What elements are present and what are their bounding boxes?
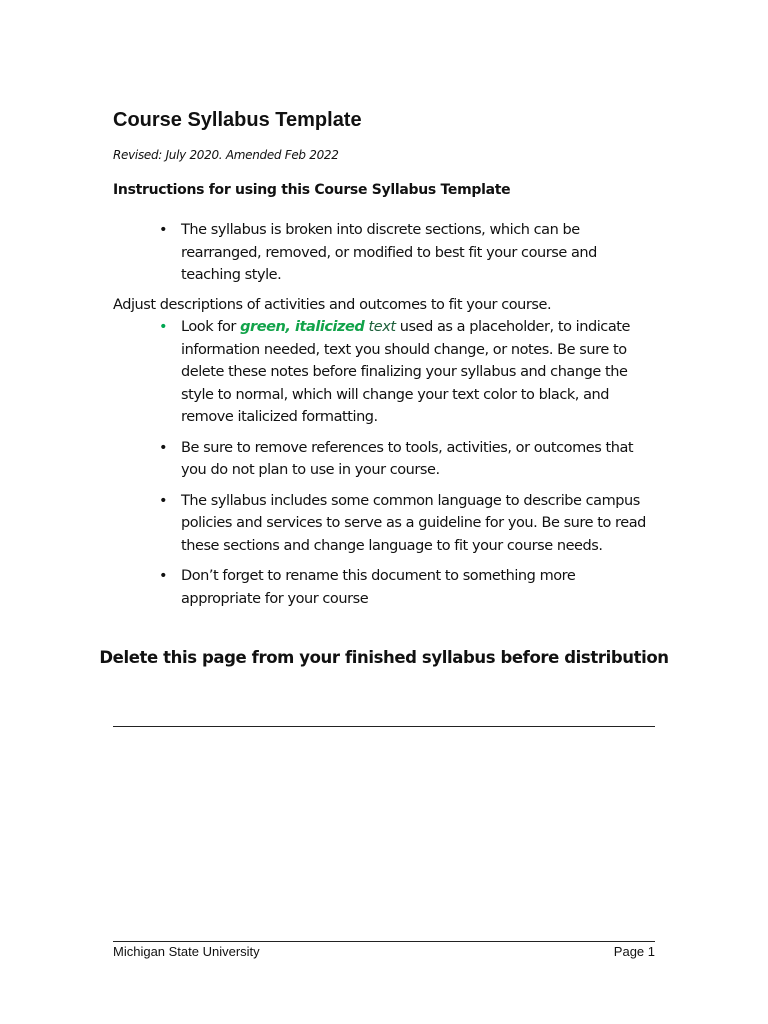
list-item (159, 565, 659, 610)
bullet-list-2 (159, 316, 659, 610)
bullet-icon: • (159, 568, 168, 584)
bullet-text: Be sure to remove references to tools, activities, or outcomes that you do not plan to use in your course. (181, 439, 634, 478)
bullet-text: The syllabus includes some common language to describe campus policies and services to serve as a guideline for you. Be sure to read these sections and change language to fit your course needs. (181, 492, 646, 554)
list-item (159, 219, 659, 287)
delete-page-note: Delete this page from your finished syllabus before distribution (99, 648, 669, 667)
adjust-instruction: Adjust descriptions of activities and outcomes to fit your course. (113, 297, 552, 313)
bullet-text: The syllabus is broken into discrete sections, which can be rearranged, removed, or modified to best fit your course and teaching style. (181, 222, 597, 283)
bullet-icon: • (159, 492, 168, 509)
document-title: Course Syllabus Template (113, 109, 362, 131)
bullet-text-prefix: Look for (181, 319, 241, 335)
green-italic-text: text (364, 319, 396, 335)
green-italic-emphasis: green, italicized (240, 319, 365, 335)
bullet-list-1 (159, 219, 659, 287)
revision-note: Revised: July 2020. Amended Feb 2022 (113, 148, 339, 162)
list-item (159, 490, 659, 558)
bullet-text (181, 319, 630, 425)
footer-institution: Michigan State University (113, 944, 260, 959)
footer-divider (113, 941, 655, 942)
bullet-icon: • (159, 439, 168, 456)
instructions-heading: Instructions for using this Course Syllabus Template (113, 182, 511, 198)
bullet-icon: • (159, 319, 168, 335)
bullet-icon: • (159, 222, 168, 238)
footer-page-number: Page 1 (613, 944, 655, 959)
bullet-text: Don’t forget to rename this document to something more appropriate for your course (181, 568, 576, 607)
list-item (159, 316, 659, 429)
list-item (159, 437, 659, 482)
section-divider (113, 726, 655, 727)
bullet-text-suffix: used as a placeholder, to indicate information needed, text you should change, or notes. Be sure to delete these notes before finalizing your syllabus and change the style to normal, which will change your text color to black, and remove italicized formatting. (181, 319, 630, 425)
